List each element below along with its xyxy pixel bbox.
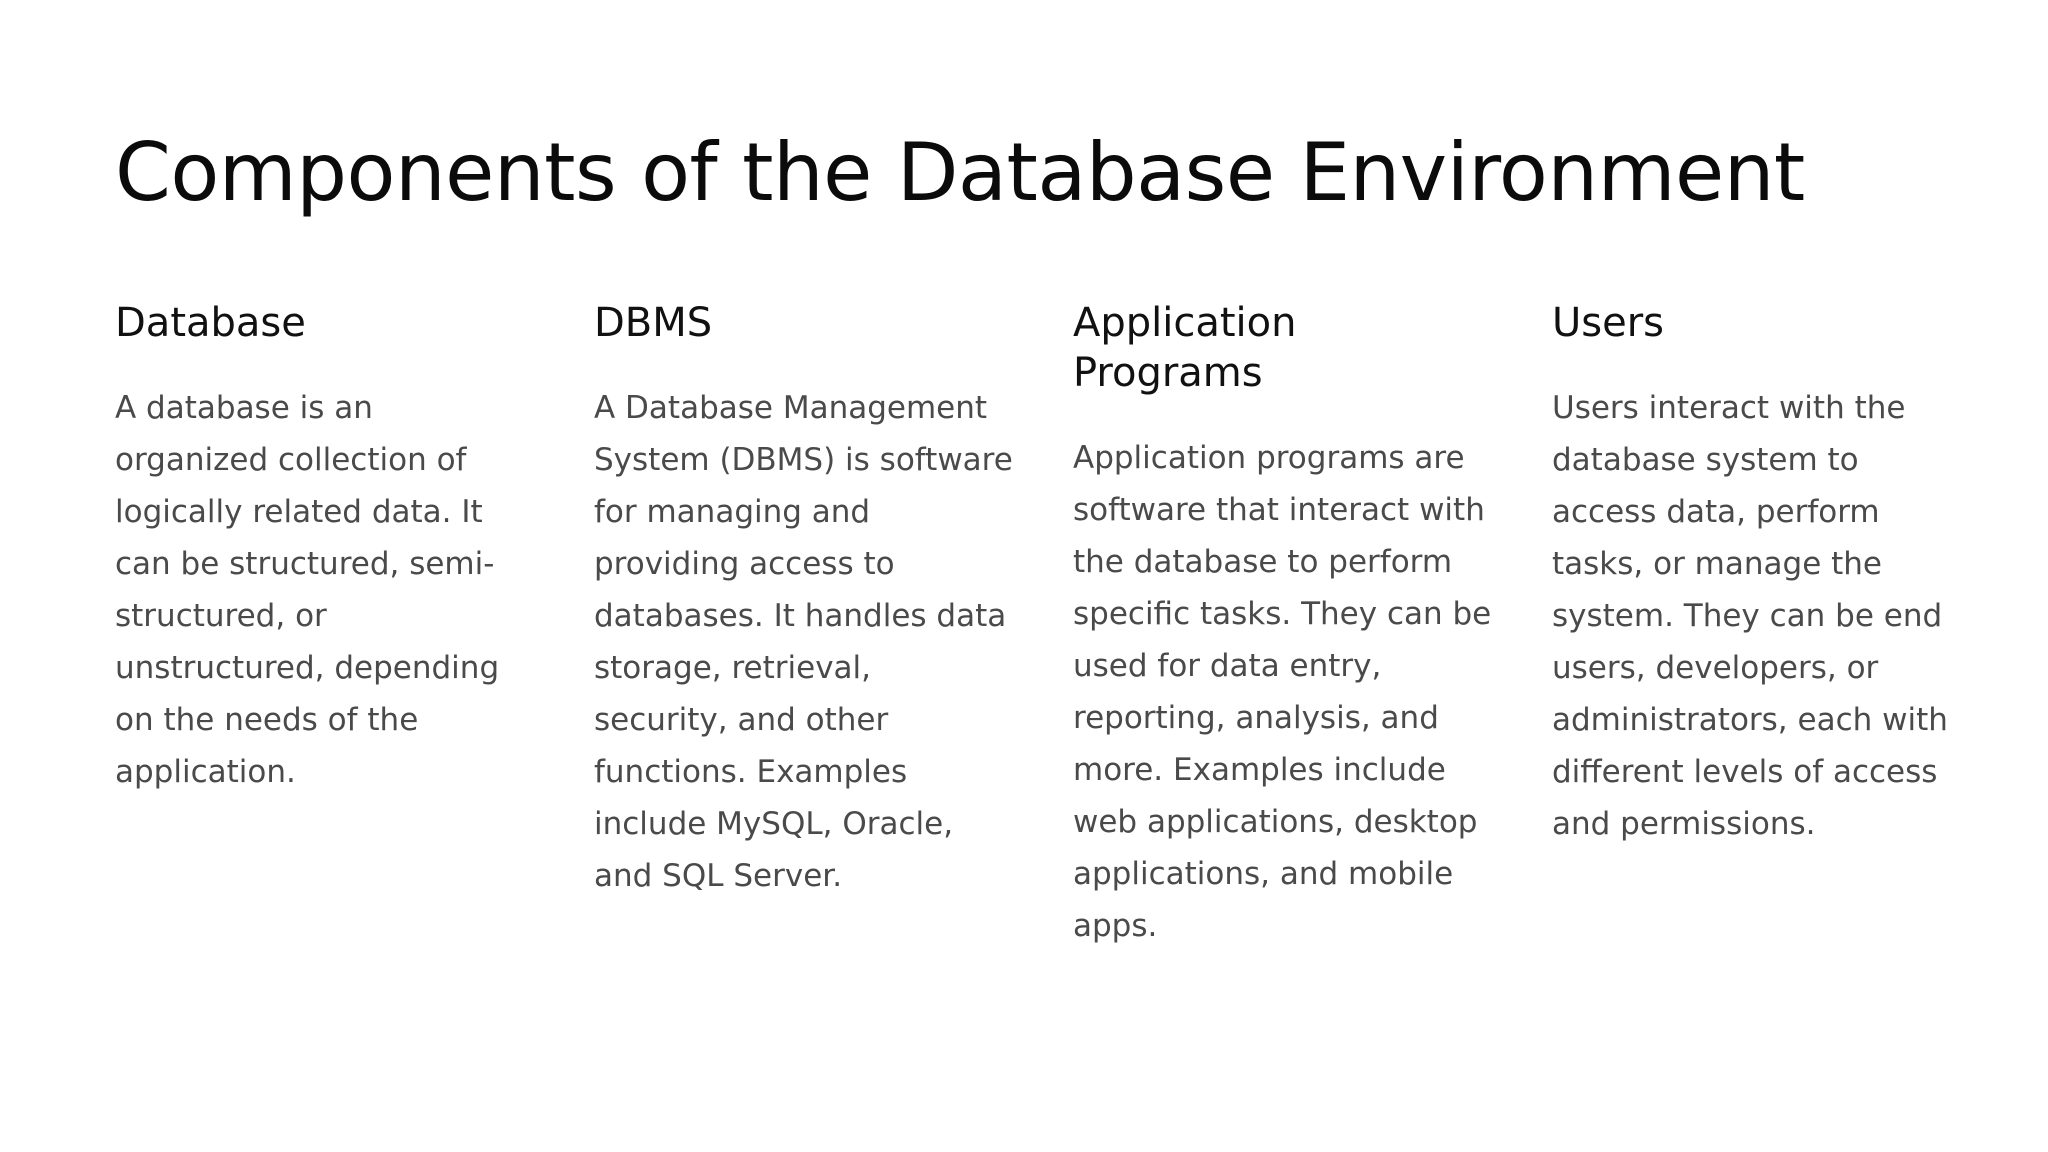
component-users xyxy=(1552,298,1972,850)
column-description: Application programs are software that interact with the database to perform specific tasks. They can be used for data entry, reporting, analysis, and more. Examples include web applications, desktop applications, and mobile apps. xyxy=(1073,440,1492,944)
component-dbms xyxy=(594,298,1014,902)
component-database xyxy=(115,298,535,798)
column-description: Users interact with the database system to access data, perform tasks, or manage the system. They can be end users, developers, or administrators, each with different levels of access and permissions. xyxy=(1552,390,1948,842)
column-heading: Database xyxy=(115,300,306,346)
column-heading: Application Programs xyxy=(1073,300,1297,396)
component-application-programs xyxy=(1073,298,1493,952)
page-title: Components of the Database Environment xyxy=(115,126,1805,219)
column-description: A Database Management System (DBMS) is software for managing and providing access to databases. It handles data storage, retrieval, security, and other functions. Examples include MySQL, Oracle, and SQL Server. xyxy=(594,390,1013,894)
column-description: A database is an organized collection of logically related data. It can be structured, semi-structured, or unstructured, depending on the needs of the application. xyxy=(115,390,500,790)
column-heading: Users xyxy=(1552,300,1665,346)
column-heading: DBMS xyxy=(594,300,713,346)
